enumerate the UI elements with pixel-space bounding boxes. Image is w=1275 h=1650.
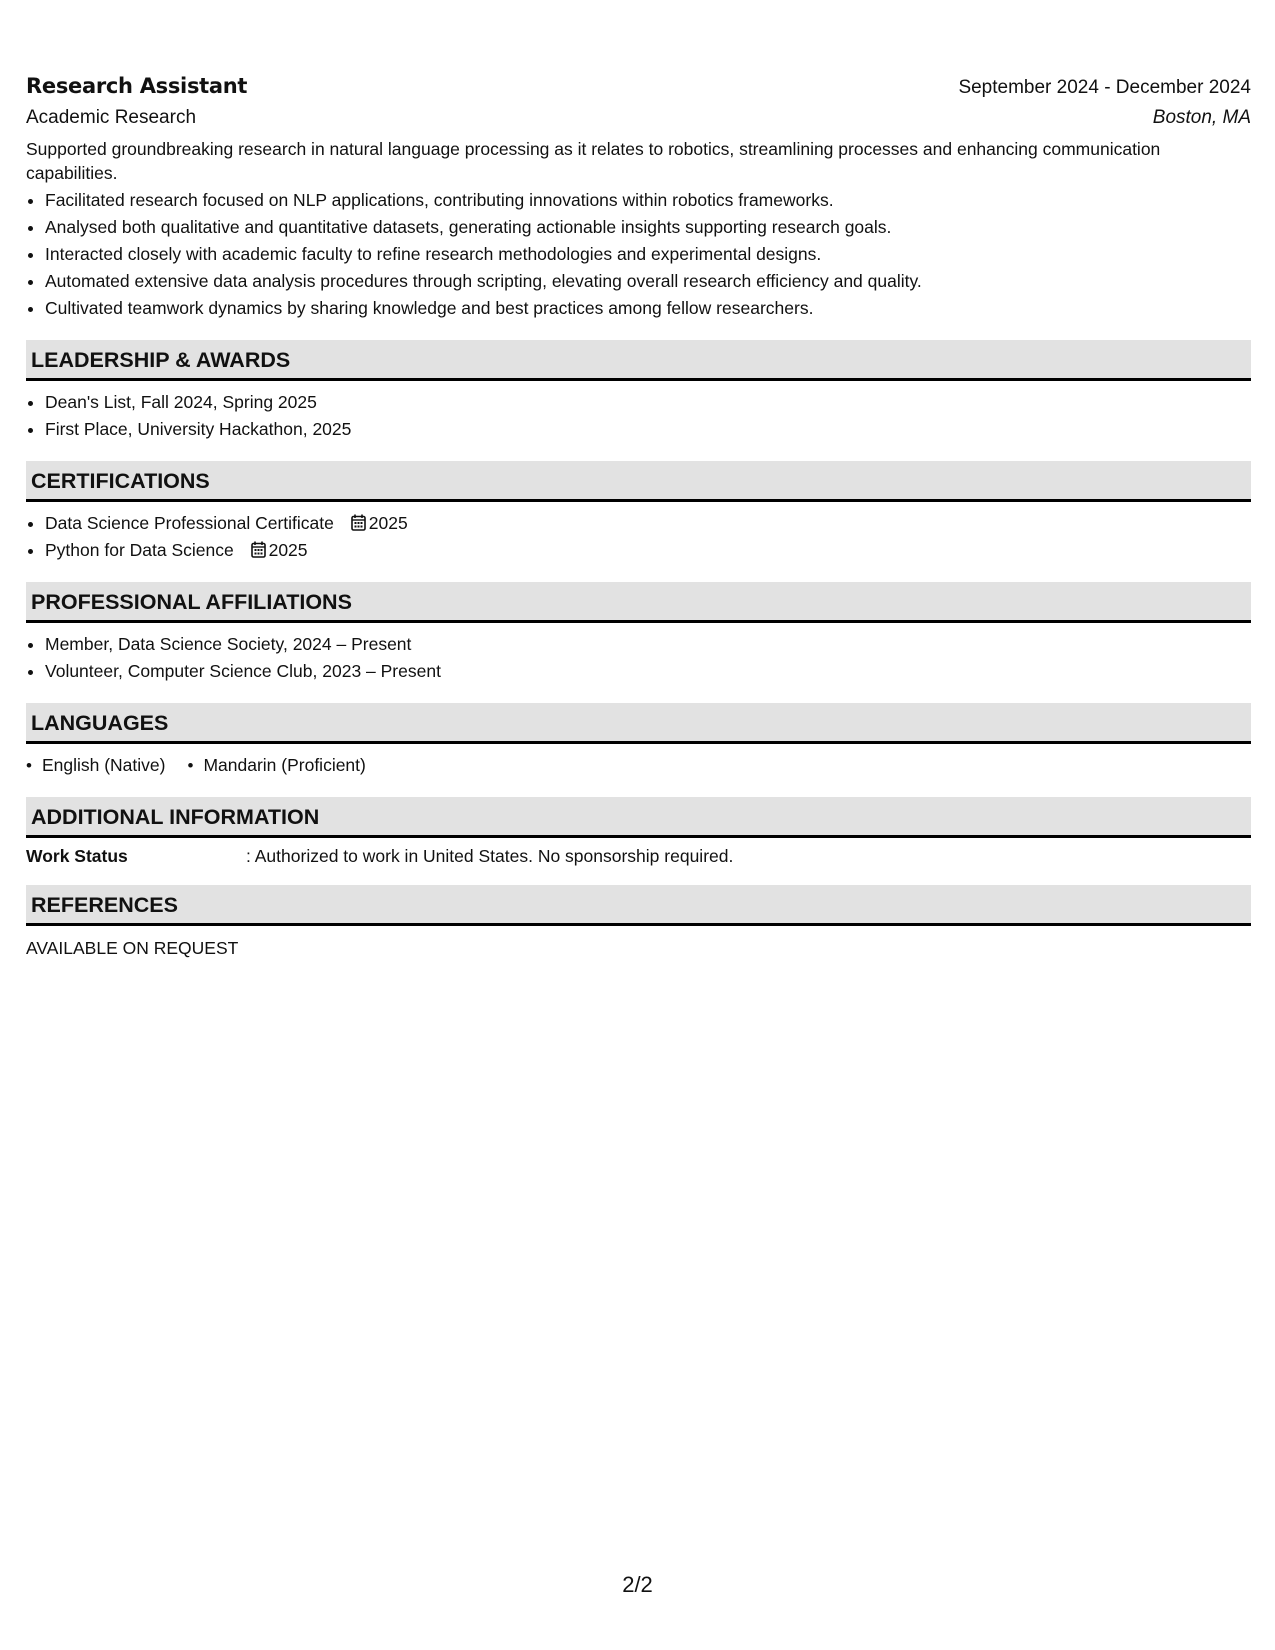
certifications-list (26, 510, 1251, 564)
languages-list (26, 752, 1251, 779)
affiliations-list (26, 631, 1251, 685)
certification-name: Data Science Professional Certificate (45, 513, 334, 533)
job-dates: September 2024 - December 2024 (958, 77, 1251, 98)
job-location: Boston, MA (1152, 107, 1251, 128)
resume-page (26, 74, 1251, 959)
job-organization: Academic Research (26, 107, 197, 128)
job-header (26, 74, 1251, 99)
list-item: • Analysed both qualitative and quantitative datasets, generating actionable insights supporting research goals. (45, 214, 1251, 241)
language-item: • English (Native) (26, 752, 165, 779)
references-text: AVAILABLE ON REQUEST (26, 938, 239, 958)
work-status-row (26, 846, 1251, 867)
list-item: • Automated extensive data analysis procedures through scripting, elevating overall research efficiency and quality. (45, 268, 1251, 295)
job-title: Research Assistant (26, 74, 248, 98)
job-bullets (26, 187, 1251, 322)
list-item: • Volunteer, Computer Science Club, 2023 – Present (45, 658, 1251, 685)
section-heading-references: REFERENCES (26, 885, 1251, 926)
list-item: • First Place, University Hackathon, 2025 (45, 416, 1251, 443)
work-status-label: Work Status (26, 846, 128, 866)
section-heading-affiliations: PROFESSIONAL AFFILIATIONS (26, 582, 1251, 623)
work-status-value: : Authorized to work in United States. No sponsorship required. (246, 846, 734, 866)
list-item: • Dean's List, Fall 2024, Spring 2025 (45, 389, 1251, 416)
list-item: • Facilitated research focused on NLP applications, contributing innovations within robotics frameworks. (45, 187, 1251, 214)
page-number: 2/2 (622, 1572, 653, 1597)
job-subheader (26, 107, 1251, 129)
section-heading-additional: ADDITIONAL INFORMATION (26, 797, 1251, 838)
certification-year: 2025 (268, 540, 308, 560)
leadership-list (26, 389, 1251, 443)
list-item: • Interacted closely with academic faculty to refine research methodologies and experimental designs. (45, 241, 1251, 268)
certification-year: 2025 (368, 513, 408, 533)
job-summary: Supported groundbreaking research in natural language processing as it relates to robotics, streamlining processes and enhancing communication capabilities. (26, 139, 1161, 183)
certification-item (45, 537, 1251, 564)
calendar-icon (251, 541, 266, 558)
section-heading-leadership: LEADERSHIP & AWARDS (26, 340, 1251, 381)
calendar-icon (351, 514, 366, 531)
list-item: • Cultivated teamwork dynamics by sharing knowledge and best practices among fellow researchers. (45, 295, 1251, 322)
language-item: • Mandarin (Proficient) (187, 752, 365, 779)
section-heading-certifications: CERTIFICATIONS (26, 461, 1251, 502)
list-item: • Member, Data Science Society, 2024 – Present (45, 631, 1251, 658)
certification-item (45, 510, 1251, 537)
certification-name: Python for Data Science (45, 540, 234, 560)
section-heading-languages: LANGUAGES (26, 703, 1251, 744)
